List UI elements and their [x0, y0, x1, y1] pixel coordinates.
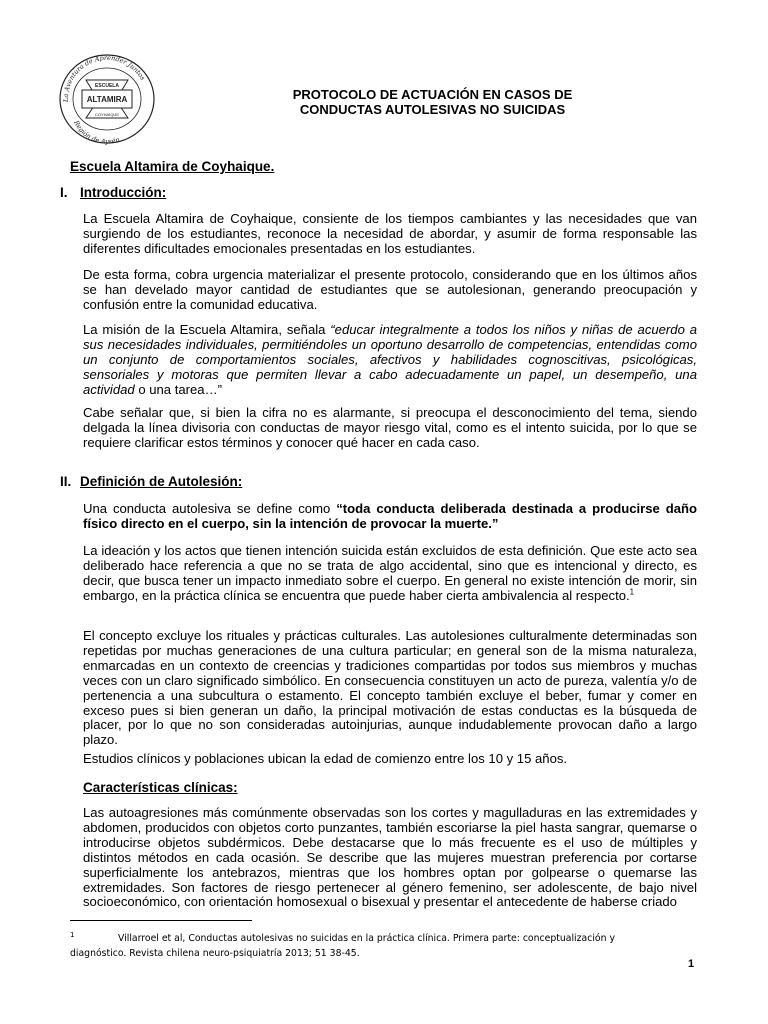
section-1-heading [60, 185, 166, 200]
definition-intro: Una conducta autolesiva se define como [83, 501, 331, 516]
intro-paragraph-4: Cabe señalar que, si bien la cifra no es alarmante, si preocupa el desconocimiento del tema, siendo delgada la línea divisoria con conductas de mayor riesgo vital, como es el intento suicida, por lo que se requiere clarificar estos términos y conocer qué hacer en cada caso. [83, 405, 697, 450]
ideation-text: La ideación y los actos que tienen intención suicida están excluidos de esta definición. Que este acto sea deliberado hace referencia a que no se trata de algo accidental, sino que es intencional y directo, es decir, que busca tener un impacto inmediato sobre el cuerpo. En general no existe intención de morir, sin embargo, en la práctica clínica se encuentra que puede haber cierta ambivalencia al respecto. [83, 543, 697, 603]
document-title [180, 87, 685, 117]
footnote-divider [70, 920, 252, 921]
definition-paragraph [83, 502, 697, 532]
footnote-ref: 1 [629, 587, 635, 597]
intro-paragraph-1: La Escuela Altamira de Coyhaique, consiente de los tiempos cambiantes y las necesidades que van surgiendo de los estudiantes, reconoce la necesidad de abordar, y asumir de forma responsable las diferentes dificultades emocionales presentadas en los estudiantes. [83, 211, 697, 256]
title-line-1: PROTOCOLO DE ACTUACIÓN EN CASOS DE [292, 87, 573, 102]
logo-ring-text: La Aventura de Aprender Juntos [61, 53, 147, 103]
mission-paragraph [83, 323, 697, 398]
concept-paragraph: El concepto excluye los rituales y prácticas culturales. Las autolesiones culturalmente determinadas son repetidas por muchas generaciones de una cultura particular; en general son de la misma naturaleza, enmarcadas en un contexto de creencias y tradiciones compartidas por todos sus miembros y muchas veces con un claro significado simbólico. En consecuencia constituyen un acto de pureza, valentía y/o de pertenencia a una subcultura o estamento. El concepto también excluye el beber, fumar y comer en exceso pues si bien generan un daño, la principal motivación de estas conductas es la búsqueda de placer, por lo que no son consideradas autoinjurias, aunque indudablemente provocan daño a largo plazo. [83, 628, 697, 748]
school-name: Escuela Altamira de Coyhaique. [70, 159, 275, 174]
svg-text:Región de Aysén [72, 118, 121, 145]
mission-tail: o una tarea…” [138, 381, 223, 397]
school-logo [56, 52, 158, 146]
logo-band-bottom: COYHAIQUE [94, 112, 120, 117]
ideation-paragraph [83, 544, 697, 604]
section-1-title: Introducción: [80, 185, 167, 200]
logo-band-top: ESCUELA [95, 83, 119, 89]
section-2-title: Definición de Autolesión: [80, 474, 243, 489]
definition-quote: “toda conducta deliberada destinada a producirse daño físico directo en el cuerpo, sin la intención de provocar la muerte.” [83, 501, 698, 531]
footnote-text: Villarroel et al, Conductas autolesivas no suicidas en la práctica clínica. Primera parte: conceptualización y diagnóstico. Revista chilena neuro-psiquiatría 2013; 51 38-45. [70, 933, 615, 960]
footnote-number: 1 [70, 931, 75, 939]
section-1-number: I. [60, 185, 68, 200]
section-2-number: II. [60, 474, 72, 489]
title-line-2: CONDUCTAS AUTOLESIVAS NO SUICIDAS [299, 102, 566, 117]
logo-ring-text-bottom: Región de Aysén [72, 119, 121, 146]
logo-band-main: ALTAMIRA [86, 95, 128, 104]
footnote [70, 928, 670, 961]
age-paragraph: Estudios clínicos y poblaciones ubican la edad de comienzo entre los 10 y 15 años. [83, 751, 568, 766]
mission-quote: “educar integralmente a todos los niños y niñas de acuerdo a sus necesidades individuales, permitiéndoles un oportuno desarrollo de competencias, entendidas como un conjunto de comportamientos sociales, afectivos y habilidades cognoscitivas, psicológicas, sensoriales y motoras que permiten llevar a cabo adecuadamente un papel, un desempeño, una actividad [83, 322, 697, 397]
mission-intro: La misión de la Escuela Altamira, señala [83, 322, 326, 337]
section-2-heading [60, 474, 242, 489]
page-number: 1 [688, 958, 695, 970]
intro-paragraph-2: De esta forma, cobra urgencia materializar el presente protocolo, considerando que en los últimos años se han develado mayor cantidad de estudiantes que se autolesionan, generando preocupación y confusión entre la comunidad educativa. [83, 267, 697, 312]
clinical-paragraph: Las autoagresiones más comúnmente observadas son los cortes y magulladuras en las extremidades y abdomen, producidos con objetos corto punzantes, también escoriarse la piel hasta sangrar, quemarse o introducirse objetos subdérmicos. Debe destacarse que lo más frecuente es el uso de múltiples y distintos métodos en cada ocasión. Se describe que las mujeres muestran preferencia por cortarse superficialmente los antebrazos, mientras que los hombres optan por golpearse o quemarse las extremidades. Son factores de riesgo pertenecer al género femenino, ser adolescente, de bajo nivel socioeconómico, con orientación homosexual o bisexual y presentar el antecedente de haberse criado [83, 805, 697, 910]
clinical-characteristics-heading: Características clínicas: [83, 780, 238, 795]
